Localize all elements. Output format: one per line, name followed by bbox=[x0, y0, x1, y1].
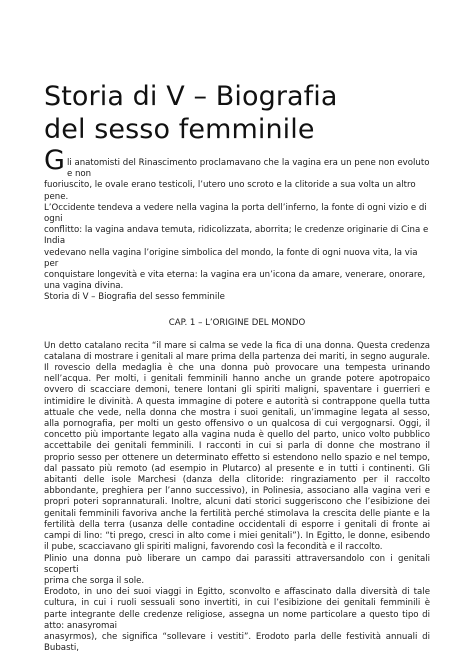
body-paragraph: Un detto catalano recita “il mare si calma se vede la fica di una donna. Questa credenza catalana di mostrare i genitali al mare prima della partenza dei mariti, in segno augurale. Il rovescio della medaglia è che una donna può provocare una tempesta urinando nell’acqua. Per molti, i genitali femminili hanno anche un grande potere apotropaico ovvero di scacciare demoni, tenere lontani gli spiriti maligni, spaventare i guerrieri e intimidire le divinità. A questa immagine di potere e autorità si contrappone quella tutta attuale che vede, nella donna che mostra i suoi genitali, un’immagine legata al sesso, alla pornografia, per molti un gesto offensivo o un qualcosa di cui vergognarsi. Oggi, il concetto più importante legato alla vagina nuda è quello del parto, unico volto pubblico accettabile dei genitali femminili. I racconti in cui si parla di donne che mostrano il proprio sesso per ottenere un determinato effetto si estendono nello spazio e nel tempo, dal passato più remoto (ad esempio in Plutarco) al presente e in tutti i continenti. Gli abitanti delle isole Marchesi (danza della clitoride: ringraziamento per il raccolto abbondante, preghiera per l’anno successivo), in Polinesia, associano alla vagina veri e propri poteri soprannaturali. Inoltre, alcuni dati storici suggeriscono che l’esibizione dei genitali femminili favoriva anche la fertilità perché stimolava la crescita delle piante e la fertilità della terra (usanza delle contadine occidentali di esporre i genitali di fronte ai campi di lino: “ti prego, cresci in alto come i miei genitali”). In Egitto, le donne, esibendo il pube, scacciavano gli spiriti maligni, favorendo così la fecondità e il raccolto. bbox=[44, 340, 430, 553]
body-paragraph: anasyrmos), che significa “sollevare i vestiti”. Erodoto parla delle festività annuali di Bubasti, bbox=[44, 631, 430, 654]
intro-line: li anatomisti del Rinascimento proclamavano che la vagina era un pene non evoluto e non bbox=[66, 158, 430, 180]
intro-section bbox=[44, 145, 430, 304]
drop-cap: G bbox=[44, 145, 65, 176]
chapter-heading: CAP. 1 – L’ORIGINE DEL MONDO bbox=[168, 317, 306, 328]
body-paragraph: prima che sorga il sole. bbox=[44, 575, 145, 586]
intro-line: fuoriuscito, le ovale erano testicoli, l’utero uno scroto e la clitoride a sua volta un altro pene. bbox=[44, 180, 416, 202]
title-line-2: del sesso femminile bbox=[44, 114, 315, 145]
intro-line: L’Occidente tendeva a vedere nella vagina la porta dell’inferno, la fonte di ogni vizio e di ogni bbox=[44, 202, 427, 225]
body-text bbox=[44, 341, 430, 655]
intro-line: vedevano nella vagina l’origine simbolica del mondo, la fonte di ogni nuova vita, la via per bbox=[44, 247, 418, 269]
intro-line: conquistare longevità e vita eterna: la vagina era un’icona da amare, venerare, onorare, una vagina divina. bbox=[44, 270, 426, 292]
body-paragraph: Erodoto, in uno dei suoi viaggi in Egitto, sconvolto e affascinato dalla diversità di tale cultura, in cui i ruoli sessuali sono invertiti, in cui l’esibizione dei genitali femminili è parte integrante delle credenze religiose, assegna un nome particolare a questo tipo di atto: anasyromai bbox=[44, 587, 430, 631]
intro-line: Storia di V – Biografia del sesso femminile bbox=[44, 292, 225, 303]
intro-line: conflitto: la vagina andava temuta, ridicolizzata, aborrita; le credenze originarie di Cina e India bbox=[44, 225, 429, 247]
body-paragraph: Plinio una donna può liberare un campo dai parassiti attraversandolo con i genitali scoperti bbox=[44, 553, 430, 575]
title-line-1: Storia di V – Biografia bbox=[44, 81, 338, 112]
document-title bbox=[44, 0, 430, 146]
